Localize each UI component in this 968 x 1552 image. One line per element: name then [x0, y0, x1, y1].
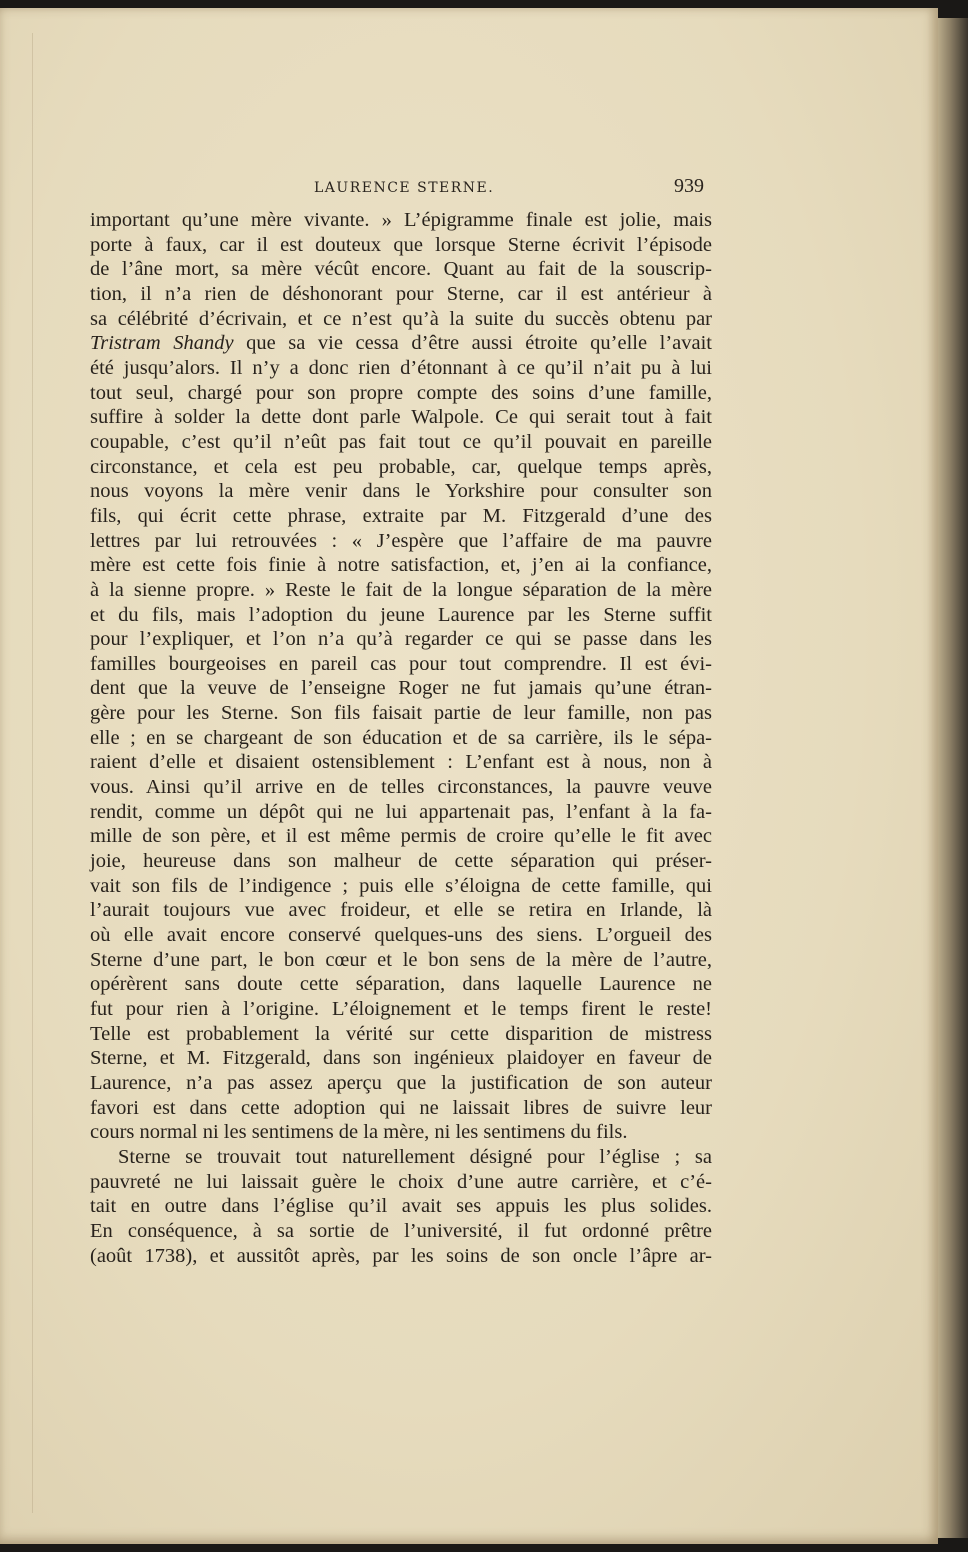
text-line: sa célébrité d’écrivain, et ce n’est qu’à la suite du succès obtenu par — [90, 307, 712, 330]
page-edge — [938, 18, 968, 1538]
text-line-rest: que sa vie cessa d’être aussi étroite qu’elle l’avait — [233, 332, 712, 355]
text-line: vous. Ainsi qu’il arrive en de telles circonstances, la pauvre veuve — [90, 776, 712, 799]
book-title: Tristram Shandy — [90, 332, 234, 355]
text-line: tion, il n’a rien de déshonorant pour Sterne, car il est antérieur à — [90, 282, 712, 305]
text-line: pour l’expliquer, et l’on n’a qu’à regarder ce qui se passe dans les — [90, 628, 712, 651]
text-line: dent que la veuve de l’enseigne Roger ne fut jamais qu’une étran- — [90, 677, 712, 700]
text-line: Sterne d’une part, le bon cœur et le bon sens de la mère de l’autre, — [90, 948, 712, 971]
text-line: Laurence, n’a pas assez aperçu que la justification de son auteur — [90, 1071, 712, 1094]
text-line: fils, qui écrit cette phrase, extraite par M. Fitzgerald d’une des — [90, 504, 712, 527]
text-line: gère pour les Sterne. Son fils faisait partie de leur famille, non pas — [90, 702, 712, 725]
text-line: tout seul, chargé pour son propre compte des soins d’une famille, — [90, 381, 712, 404]
text-line: nous voyons la mère venir dans le Yorkshire pour consulter son — [90, 480, 712, 503]
text-line: (août 1738), et aussitôt après, par les soins de son oncle l’âpre ar- — [90, 1244, 712, 1267]
text-line: pauvreté ne lui laissait guère le choix d’une autre carrière, et c’é- — [90, 1170, 712, 1193]
text-line: favori est dans cette adoption qui ne laissait libres de suivre leur — [90, 1096, 712, 1119]
page-crease — [32, 33, 33, 1513]
text-line: été jusqu’alors. Il n’y a donc rien d’étonnant à ce qu’il n’ait pu à lui — [90, 356, 712, 379]
page-number: 939 — [674, 175, 704, 197]
text-line: où elle avait encore conservé quelques-uns des siens. L’orgueil des — [90, 924, 712, 947]
book-page — [0, 8, 938, 1544]
text-line: fut pour rien à l’origine. L’éloignement et le temps firent le reste! — [90, 998, 712, 1020]
text-line: l’aurait toujours vue avec froideur, et elle se retira en Irlande, là — [90, 899, 712, 922]
text-line: En conséquence, à sa sortie de l’université, il fut ordonné prêtre — [90, 1219, 712, 1242]
page-header — [0, 175, 938, 202]
text-line-paragraph-end: cours normal ni les sentimens de la mère, ni les sentimens du fils. — [90, 1121, 628, 1144]
text-line-with-title — [90, 331, 712, 356]
text-line: elle ; en se chargeant de son éducation et de sa carrière, ils le sépa- — [90, 726, 712, 749]
text-line: joie, heureuse dans son malheur de cette séparation qui préser- — [90, 850, 712, 873]
text-line: à la sienne propre. » Reste le fait de la longue séparation de la mère — [90, 578, 712, 601]
text-line: suffire à solder la dette dont parle Walpole. Ce qui serait tout à fait — [90, 406, 712, 429]
text-line: coupable, c’est qu’il n’eût pas fait tout ce qu’il pouvait en pareille — [90, 430, 712, 453]
text-line: mère est cette fois finie à notre satisfaction, et, j’en ai la confiance, — [90, 554, 712, 577]
text-line: familles bourgeoises en pareil cas pour tout comprendre. Il est évi- — [90, 652, 712, 675]
text-line-paragraph-start: Sterne se trouvait tout naturellement désigné pour l’église ; sa — [118, 1145, 712, 1168]
text-line: Telle est probablement la vérité sur cette disparition de mistress — [90, 1022, 712, 1045]
text-line: vait son fils de l’indigence ; puis elle s’éloigna de cette famille, qui — [90, 874, 712, 897]
text-line: important qu’une mère vivante. » L’épigramme finale est jolie, mais — [90, 209, 712, 231]
text-line: tait en outre dans l’église qu’il avait ses appuis les plus solides. — [90, 1195, 712, 1218]
text-line: Sterne, et M. Fitzgerald, dans son ingénieux plaidoyer en faveur de — [90, 1047, 712, 1070]
running-head: LAURENCE STERNE. — [314, 180, 495, 196]
text-line: et du fils, mais l’adoption du jeune Laurence par les Sterne suffit — [90, 603, 712, 626]
text-line: raient d’elle et disaient ostensiblement : L’enfant est à nous, non à — [90, 751, 712, 774]
text-line: opérèrent sans doute cette séparation, dans laquelle Laurence ne — [90, 973, 712, 996]
text-line: circonstance, et cela est peu probable, car, quelque temps après, — [90, 455, 712, 478]
text-line: mille de son père, et il est même permis de croire qu’elle le fit avec — [90, 825, 712, 848]
text-line: rendit, comme un dépôt qui ne lui appartenait pas, l’enfant à la fa- — [90, 800, 712, 823]
text-line: porte à faux, car il est douteux que lorsque Sterne écrivit l’épisode — [90, 233, 712, 256]
text-line: de l’âne mort, sa mère vécût encore. Quant au fait de la souscrip- — [90, 258, 712, 281]
body-text — [90, 208, 712, 1268]
text-line: lettres par lui retrouvées : « J’espère que l’affaire de ma pauvre — [90, 529, 712, 552]
